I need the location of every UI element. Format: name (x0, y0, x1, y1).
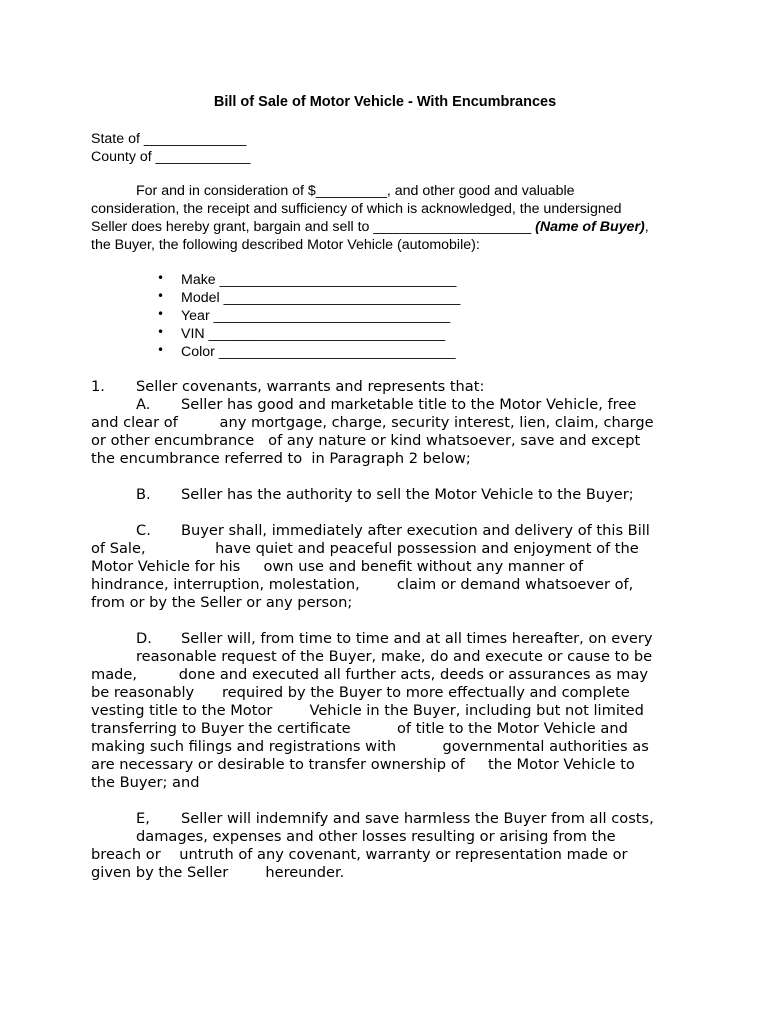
section-1-number: 1. (91, 378, 105, 395)
clause-c-line-1: Buyer shall, immediately after execution and delivery of this Bill (181, 522, 650, 539)
county-line: County of ____________ (91, 149, 251, 165)
section-1-heading: Seller covenants, warrants and represents that: (136, 378, 485, 395)
state-line: State of _____________ (91, 131, 247, 147)
consideration-line-3-prefix: Seller does hereby grant, bargain and sell to ____________________ (91, 219, 536, 235)
consideration-line-3 (91, 218, 649, 236)
name-of-buyer-label: (Name of Buyer) (535, 219, 645, 235)
clause-d-line-1: Seller will, from time to time and at all times hereafter, on every (181, 630, 653, 647)
bullet-icon: • (157, 289, 165, 303)
consideration-line-4: the Buyer, the following described Motor Vehicle (automobile): (91, 237, 480, 253)
clause-c-line-3: Motor Vehicle for his own use and benefit without any manner of (91, 558, 584, 575)
clause-b-line-1: Seller has the authority to sell the Motor Vehicle to the Buyer; (181, 486, 634, 503)
clause-a-line-4: the encumbrance referred to in Paragraph 2 below; (91, 450, 471, 467)
consideration-line-1: For and in consideration of $_________, and other good and valuable (136, 183, 575, 199)
clause-d-label: D. (136, 630, 152, 647)
clause-e-line-3: breach or untruth of any covenant, warranty or representation made or (91, 846, 628, 863)
vehicle-field-make: Make ______________________________ (181, 272, 457, 288)
consideration-line-3-suffix: , (644, 219, 649, 235)
clause-c-label: C. (136, 522, 151, 539)
clause-d-line-3: made, done and executed all further acts, deeds or assurances as may (91, 666, 649, 683)
clause-d-line-8: are necessary or desirable to transfer ownership of the Motor Vehicle to (91, 756, 635, 773)
vehicle-field-color: Color ______________________________ (181, 344, 456, 360)
bullet-icon: • (157, 307, 165, 321)
vehicle-field-model: Model ______________________________ (181, 290, 461, 306)
clause-c-line-2: of Sale, have quiet and peaceful possession and enjoyment of the (91, 540, 639, 557)
clause-d-line-6: transferring to Buyer the certificate of title to the Motor Vehicle and (91, 720, 628, 737)
bullet-icon: • (157, 271, 165, 285)
bullet-icon: • (157, 325, 165, 339)
clause-e-line-1: Seller will indemnify and save harmless the Buyer from all costs, (181, 810, 654, 827)
clause-e-line-2: damages, expenses and other losses resulting or arising from the (136, 828, 616, 845)
clause-a-line-1: Seller has good and marketable title to the Motor Vehicle, free (181, 396, 637, 413)
clause-c-line-4: hindrance, interruption, molestation, claim or demand whatsoever of, (91, 576, 634, 593)
clause-d-line-7: making such filings and registrations with governmental authorities as (91, 738, 649, 755)
clause-e-line-4: given by the Seller hereunder. (91, 864, 345, 881)
bullet-icon: • (157, 343, 165, 357)
clause-d-line-2: reasonable request of the Buyer, make, do and execute or cause to be (136, 648, 653, 665)
clause-d-line-9: the Buyer; and (91, 774, 200, 791)
clause-d-line-5: vesting title to the Motor Vehicle in the Buyer, including but not limited (91, 702, 644, 719)
clause-d-line-4: be reasonably required by the Buyer to more effectually and complete (91, 684, 630, 701)
vehicle-field-vin: VIN ______________________________ (181, 326, 446, 342)
clause-b-label: B. (136, 486, 151, 503)
clause-a-line-2: and clear of any mortgage, charge, security interest, lien, claim, charge (91, 414, 654, 431)
vehicle-field-year: Year ______________________________ (181, 308, 451, 324)
clause-e-label: E, (136, 810, 150, 827)
clause-c-line-5: from or by the Seller or any person; (91, 594, 353, 611)
clause-a-line-3: or other encumbrance of any nature or kind whatsoever, save and except (91, 432, 641, 449)
document-title: Bill of Sale of Motor Vehicle - With Encumbrances (213, 94, 557, 110)
consideration-line-2: consideration, the receipt and sufficiency of which is acknowledged, the undersigned (91, 201, 622, 217)
clause-a-label: A. (136, 396, 151, 413)
